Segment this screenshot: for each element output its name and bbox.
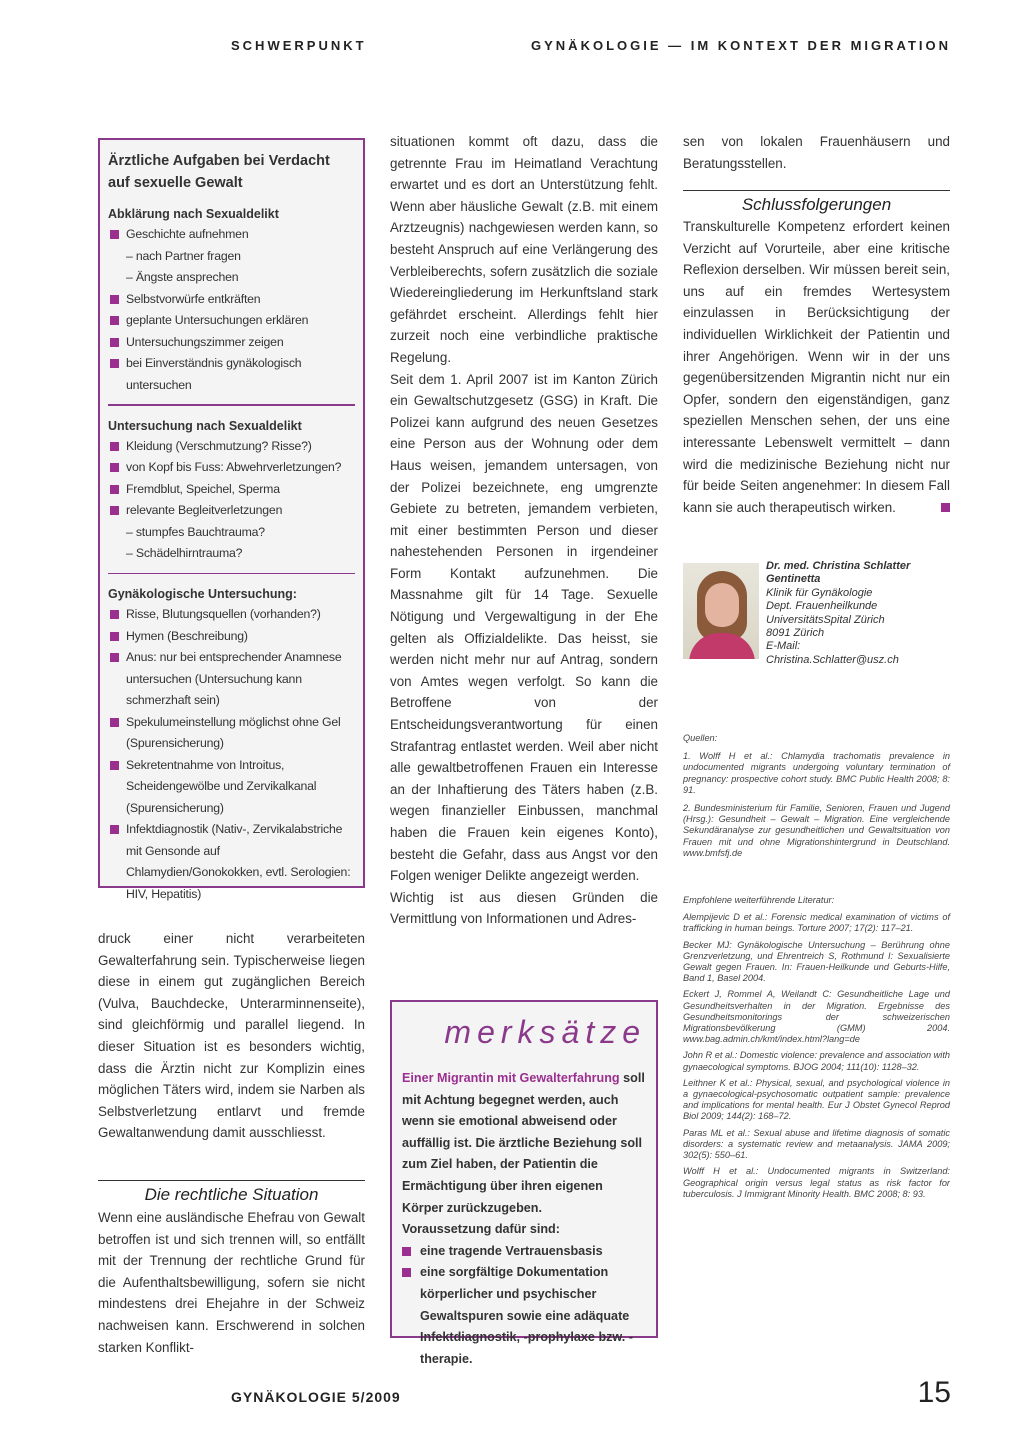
- box-subitem: – Ängste ansprechen: [126, 270, 239, 284]
- literature-item: Paras ML et al.: Sexual abuse and lifetime diagnosis of somatic disorders: a systematic review and metaanalysis. JAMA 2009; 302(5): 550–61.: [683, 1127, 950, 1161]
- reference-item: 1. Wolff H et al.: Chlamydia trachomatis prevalence in undocumented migrants undergoing voluntary termination of pregnancy: prospective cohort study. BMC Public Health 2008; 8: 91.: [683, 751, 950, 795]
- bullet-square-icon: [110, 295, 119, 304]
- bullet-square-icon: [110, 632, 119, 641]
- paragraph: Wichtig ist aus diesen Gründen die Vermittlung von Informationen und Adres-: [390, 889, 658, 927]
- literature-item: Eckert J, Rommel A, Weilandt C: Gesundheitliche Lage und Gesundheitsverhalten in der Migration. Ergebnisse des Gesundheitsmonitorings der schweizerischen Migrationsbevölkerung (GMM) 2004. www.bag.admin.ch/kmt/index.html?lang=de: [683, 989, 950, 1045]
- box-title: Ärztliche Aufgaben bei Verdacht auf sexuelle Gewalt: [108, 153, 330, 191]
- key-point-item: eine tragende Vertrauensbasis: [402, 1241, 646, 1263]
- column-2: [390, 131, 658, 930]
- box-item: bei Einverständnis gynäkologisch untersuchen: [108, 353, 355, 396]
- paragraph: Seit dem 1. April 2007 ist im Kanton Zürich ein Gewaltschutzgesetz (GSG) in Kraft. Die Polizei kann aufgrund des neuen Gesetzes eine Person aus der Wohnung oder dem Haus weisen, jemandem untersagen, von der Polizei bezeichnete, eng umgrenzte Gebiete zu betreten, jemandem verbieten, mit einer bestimmten Person und dieser nahestehenden Personen in irgendeiner Form Kontakt aufzunehmen. Die Massnahme gilt für 14 Tage. Sexuelle Nötigung und Vergewaltigung in der Ehe gelten als Offizialdelikte. Das heisst, sie werden nicht mehr nur auf Antrag, sondern von Amtes wegen verfolgt. So kann die Betroffene von der Entscheidungsverantwortung für einen Strafantrag entlastet werden. Weil aber nicht alle gewaltbetroffenen Frauen ein Interesse an der Inhaftierung des Täters haben (z.B. wegen finanzieller Einbussen, manchmal haben die Frauen kein eigenes Konto), besteht die Gefahr, dass aus Angst vor den Folgen weniger Delikte angezeigt werden.: [390, 371, 658, 884]
- page-number: 15: [917, 1376, 951, 1409]
- bullet-square-icon: [110, 338, 119, 347]
- author-line: Christina.Schlatter@usz.ch: [766, 653, 899, 666]
- column-3-continuation: [683, 131, 950, 174]
- author-info: [766, 560, 951, 667]
- literature-list: [683, 912, 950, 1200]
- key-points-list: [402, 1241, 646, 1371]
- bullet-square-icon: [110, 359, 119, 368]
- column-1-legal-text: [98, 1207, 365, 1358]
- paragraph: Wenn eine ausländische Ehefrau von Gewalt betroffen ist und sich trennen will, so entfällt mit der Trennung der rechtliche Grund für die Aufenthaltsbewilligung, sofern sie nicht mindestens drei Ehejahre in der Schweiz nachweisen kann. Erschwerend in solchen starken Konflikt-: [98, 1210, 365, 1355]
- bullet-square-icon: [110, 463, 119, 472]
- paragraph: situationen kommt oft dazu, dass die getrennte Frau im Heimatland Verachtung erwartet und es dort an Unterstützung fehlt. Wenn aber häusliche Gewalt (z.B. mit einem Arztzeugnis) nachgewiesen werden kann, so besteht Anspruch auf eine Verlängerung des Verbleiberechts, sofern zusätzlich die soziale Wiedereingliederung im Herkunftsland stark gefährdet erscheint. Allerdings fehlt hier zurzeit noch eine verbindliche praktische Regelung.: [390, 134, 658, 365]
- box-item: Kleidung (Verschmutzung? Risse?): [108, 436, 355, 458]
- author-line: UniversitätsSpital Zürich: [766, 613, 885, 626]
- paragraph: [683, 216, 950, 518]
- author-line: 8091 Zürich: [766, 627, 825, 640]
- box-item: Selbstvorwürfe entkräften: [108, 289, 355, 311]
- box-section-title: Untersuchung nach Sexualdelikt: [108, 418, 302, 433]
- bullet-square-icon: [110, 718, 119, 727]
- box-item: Infektdiagnostik (Nativ-, Zervikalabstriche mit Gensonde auf Chlamydien/Gonokokken, evtl. Serologien: HIV, Hepatitis): [108, 819, 355, 905]
- author-affiliation: [766, 587, 951, 667]
- box-item: von Kopf bis Fuss: Abwehrverletzungen?: [108, 457, 355, 479]
- bullet-square-icon: [110, 610, 119, 619]
- box-subitem: – nach Partner fragen: [126, 248, 241, 263]
- info-box-sexual-violence: [98, 138, 365, 901]
- end-mark-icon: [941, 503, 950, 512]
- box-section: [108, 204, 355, 396]
- box-item: Fremdblut, Speichel, Sperma: [108, 479, 355, 501]
- bullet-square-icon: [110, 653, 119, 662]
- box-item: Spekulumeinstellung möglichst ohne Gel (Spurensicherung): [108, 712, 355, 755]
- running-head-left: SCHWERPUNKT: [231, 38, 367, 53]
- references-list: [683, 751, 950, 859]
- bullet-square-icon: [110, 230, 119, 239]
- box-divider: [108, 404, 355, 406]
- bullet-square-icon: [110, 442, 119, 451]
- box-subitem: – stumpfes Bauchtrauma?: [126, 524, 265, 539]
- bullet-square-icon: [402, 1268, 411, 1277]
- box-section-title: Gynäkologische Untersuchung:: [108, 587, 297, 601]
- box-item: relevante Begleitverletzungen: [108, 500, 355, 522]
- bullet-square-icon: [110, 506, 119, 515]
- box-list: [108, 604, 355, 905]
- bullet-square-icon: [110, 485, 119, 494]
- literature-item: Alempijevic D et al.: Forensic medical examination of victims of trafficking in human beings. Torture 2007; 17(2): 117–21.: [683, 912, 950, 934]
- literature-item: Leithner K et al.: Physical, sexual, and psychological violence in a gynaecological-psychosomatic outpatient sample: prevalence and implications for mental health. Eur J Obstet Gynecol Reprod Biol 2009; 144(2): 168–72.: [683, 1077, 950, 1122]
- literature-item: Wolff H et al.: Undocumented migrants in Switzerland: Geographical origin versus legal status as risk factor for tuberculosis. J Immigrant Minority Health. BMC 2008; 8: 93.: [683, 1166, 950, 1199]
- key-point-item: eine sorgfältige Dokumentation körperlicher und psychischer Gewaltspuren sowie eine adäquate Infektdiagnostik, -prophylaxe bzw. -therapie.: [402, 1262, 646, 1370]
- author-line: Dept. Frauenheilkunde: [766, 600, 878, 613]
- bullet-square-icon: [110, 316, 119, 325]
- bullet-square-icon: [110, 761, 119, 770]
- key-points-title: merksätze: [444, 1014, 646, 1050]
- author-line: Klinik für Gynäkologie: [766, 586, 873, 599]
- bullet-square-icon: [402, 1247, 411, 1256]
- box-item: Hymen (Beschreibung): [108, 626, 355, 648]
- author-name: Dr. med. Christina Schlatter Gentinetta: [766, 560, 911, 586]
- column-1-continuation: [98, 928, 365, 1144]
- paragraph: druck einer nicht verarbeiteten Gewalterfahrung sein. Typischerweise liegen diese in einem gut zugänglichen Bereich (Vulva, Bauchdecke, Unterarminnenseite), sind gleichförmig und parallel liegend. In dieser Situation ist es besonders wichtig, dass die Ärztin nicht zur Komplizin eines möglichen Täters wird, indem sie Narben als Selbstverletzung entlarvt und fremde Gewaltanwendung damit ausschliesst.: [98, 931, 365, 1141]
- box-section: [108, 584, 355, 905]
- key-points-body: soll mit Achtung begegnet werden, auch wenn sie emotional abweisend oder auffällig ist. Die ärztliche Beziehung soll zum Ziel haben, der Patientin die Ermächtigung über ihren eigenen Körper zurückzugeben.: [402, 1071, 645, 1215]
- box-sections: [108, 204, 355, 905]
- key-points-box: [390, 1000, 658, 1366]
- key-points-prereq: Voraussetzung dafür sind:: [402, 1222, 560, 1237]
- box-section: [108, 416, 355, 565]
- section-heading-legal: Die rechtliche Situation: [98, 1180, 365, 1205]
- conclusions-text: Transkulturelle Kompetenz erfordert keinen Verzicht auf Vorurteile, aber eine kritische Reflexion derselben. Wir müssen bereit sein, uns auf ein fremdes Wertesystem einzulassen in Berücksichtigung der individuellen Wirklichkeit der Patientin und ihrer Angehörigen. Wenn wir in der uns gegenübersitzenden Migrantin nicht nur ein Opfer, sondern den eigenständigen, ganz speziellen Menschen sehen, der uns eine interessante Lebenswelt vermittelt – dann wird die medizinische Beziehung nicht nur für beide Seiten angenehmer: In diesem Fall kann sie auch therapeutisch wirken.: [683, 219, 950, 515]
- literature-item: Becker MJ: Gynäkologische Untersuchung – Berührung ohne Grenzverletzung, und Ehrentreich S, Rothmund I: Sexualisierte Gewalt gegen Frauen. In: Frauen-Heilkunde und Geburts-Hilfe, Band 1, Basel 2004.: [683, 939, 950, 984]
- bullet-square-icon: [110, 825, 119, 834]
- box-list: [108, 436, 355, 565]
- box-item: Sekretentnahme von Introitus, Scheidengewölbe und Zervikalkanal (Spurensicherung): [108, 755, 355, 820]
- literature-item: John R et al.: Domestic violence: prevalence and association with gynaecological symptoms. BJOG 2004; 111(10): 1128–32.: [683, 1050, 950, 1072]
- reference-item: 2. Bundesministerium für Familie, Senioren, Frauen und Jugend (Hrsg.): Gesundheit – Gewalt – Migration. Eine vergleichende Sekundäranalyse zur gesundheitlichen und Gewaltsituation von Frauen mit und ohne Migrationshintergrund in Deutschland. www.bmfsfj.de: [683, 803, 950, 858]
- box-item: Risse, Blutungsquellen (vorhanden?): [108, 604, 355, 626]
- box-item: Untersuchungszimmer zeigen: [108, 332, 355, 354]
- references-label: Quellen:: [683, 733, 718, 743]
- literature-label: Empfohlene weiterführende Literatur:: [683, 895, 835, 906]
- references: [683, 733, 950, 1205]
- box-subitem: – Schädelhirntrauma?: [126, 546, 243, 560]
- key-points-accent: Einer Migrantin mit Gewalterfahrung: [402, 1071, 620, 1085]
- running-head-right: GYNÄKOLOGIE — IM KONTEXT DER MIGRATION: [531, 38, 951, 53]
- box-item: geplante Untersuchungen erklären: [108, 310, 355, 332]
- key-points-text: [402, 1068, 646, 1219]
- box-divider: [108, 573, 355, 575]
- section-heading-conclusions: Schlussfolgerungen: [683, 190, 950, 215]
- journal-footer: GYNÄKOLOGIE 5/2009: [231, 1389, 401, 1405]
- box-item: Anus: nur bei entsprechender Anamnese untersuchen (Untersuchung kann schmerzhaft sein): [108, 647, 355, 712]
- author-photo: [683, 563, 759, 659]
- box-item: Geschichte aufnehmen: [108, 224, 355, 246]
- box-list: [108, 224, 355, 396]
- author-line: E-Mail:: [766, 640, 801, 653]
- paragraph: sen von lokalen Frauenhäusern und Beratungsstellen.: [683, 134, 950, 171]
- box-section-title: Abklärung nach Sexualdelikt: [108, 207, 279, 221]
- column-3-conclusions: [683, 216, 950, 518]
